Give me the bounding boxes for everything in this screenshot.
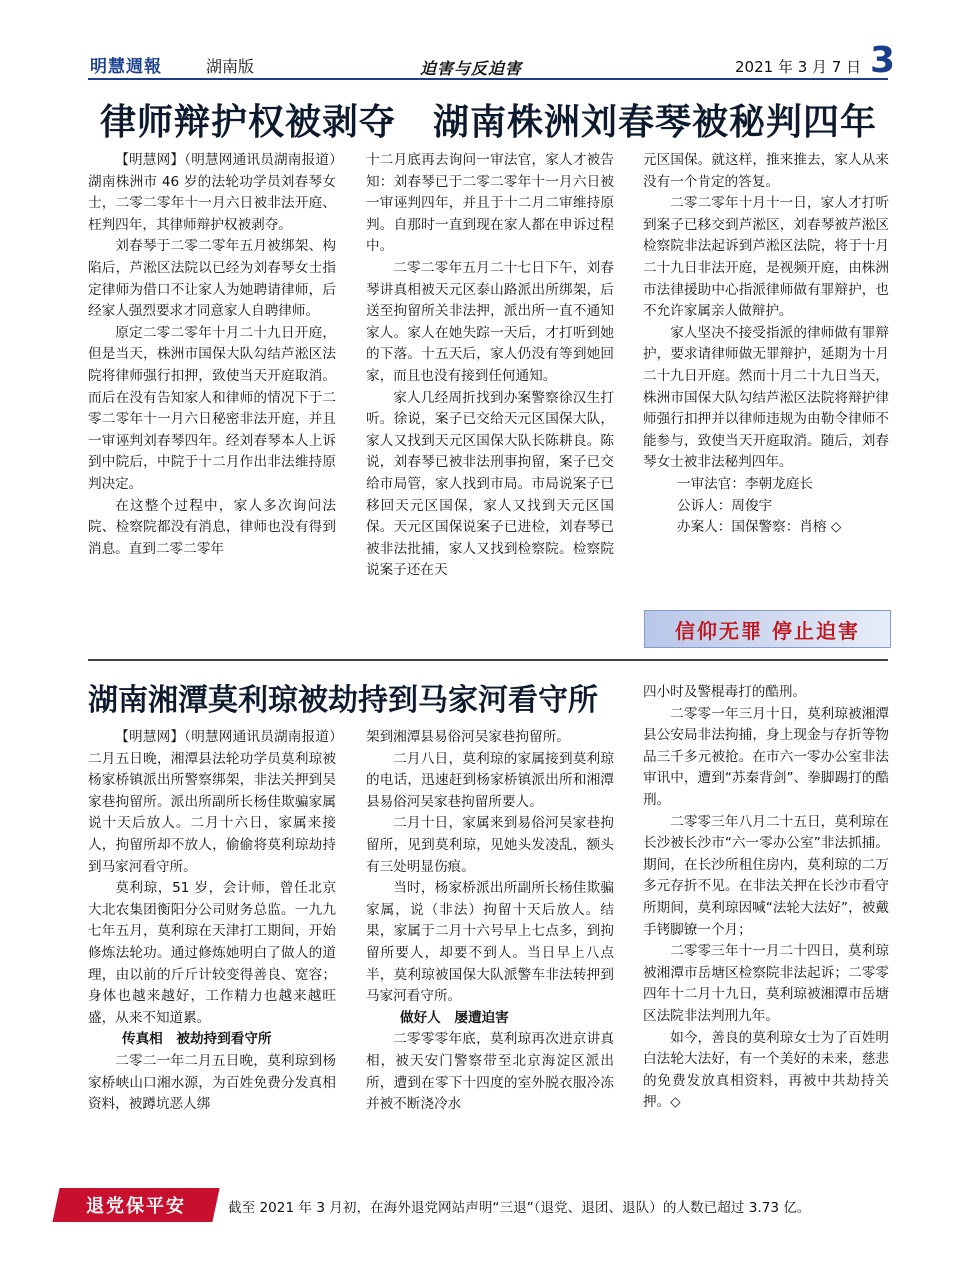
quit-party-banner-label: 退党保平安 bbox=[86, 1196, 186, 1217]
footer-notice: 截至 2021 年 3 月初，在海外退党网站声明“三退”（退党、退团、退队）的人数已超过 3.73 亿。 bbox=[228, 1200, 811, 1216]
paragraph: 当时，杨家桥派出所副所长杨佳欺骗家属，说（非法）拘留十天后放人。结果，家属于二月十六号早上七点多，到拘留所要人，却要不到人。当日早上八点半，莫利琼被国保大队派警车非法转押到马家河看守所。 bbox=[366, 880, 614, 1005]
section-divider bbox=[88, 659, 888, 661]
article2-column-3 bbox=[643, 682, 889, 1114]
paragraph: 二月十日，家属来到易俗河吴家巷拘留所，见到莫利琼，见她头发凌乱，额头有三处明显伤痕。 bbox=[366, 815, 614, 875]
paragraph: 如今，善良的莫利琼女士为了百姓明白法轮大法好，有一个美好的未来，慈悲的免费发放真相资料，再被中共劫持关押。◇ bbox=[643, 1029, 889, 1111]
paragraph: 在这整个过程中，家人多次询问法院、检察院都没有消息，律师也没有得到消息。直到二零二零年 bbox=[88, 497, 336, 557]
paragraph: 家人坚决不接受指派的律师做有罪辩护，要求请律师做无罪辩护，延期为十月二十九日开庭。然而十月二十九日当天，株洲市国保大队勾结芦淞区法院将辩护律师强行扣押并以律师违规为由勒令律师不能参与，致使当天开庭取消。随后，刘春琴女士被非法秘判四年。 bbox=[643, 324, 889, 471]
paragraph: 刘春琴于二零二零年五月被绑架、构陷后，芦淞区法院以已经为刘春琴女士指定律师为借口不让家人为她聘请律师，后经家人强烈要求才同意家人自聘律师。 bbox=[88, 238, 336, 320]
article1-column-3 bbox=[643, 150, 889, 539]
paragraph: 四小时及警棍毒打的酷刑。 bbox=[643, 684, 807, 700]
article1-column-1 bbox=[88, 150, 336, 560]
subheading: 传真相 被劫持到看守所 bbox=[122, 1031, 272, 1048]
header-rule bbox=[88, 78, 888, 80]
paragraph: 家人几经周折找到办案警察徐汉生打听。徐说，案子已交给天元区国保大队，家人又找到天元区国保大队长陈耕良。陈说，刘春琴已被非法刑事拘留，案子已交给市局管，家人找到市局。市局说案子已移回天元区国保，家人又找到天元区国保。天元区国保说案子已进检，刘春琴已被非法批捕，家人又找到检察院。检察院说案子还在天 bbox=[366, 389, 614, 579]
paragraph: 莫利琼，51 岁，会计师，曾任北京大北农集团衡阳分公司财务总监。一九九七年五月，莫利琼在天津打工期间，开始修炼法轮功。通过修炼她明白了做人的道理，由以前的斤斤计较变得善良、宽容；身体也越来越好，工作精力也越来越旺盛，从来不知道累。 bbox=[88, 880, 336, 1026]
paragraph: 二零零三年十一月二十四日，莫利琼被湘潭市岳塘区检察院非法起诉；二零零四年十二月十九日，莫利琼被湘潭市岳塘区法院非法判刑九年。 bbox=[643, 943, 889, 1024]
paragraph: 二零二零年十月十一日，家人才打听到案子已移交到芦淞区，刘春琴被芦淞区检察院非法起诉到芦淞区法院，将于十月二十九日非法开庭，是视频开庭，由株洲市法律援助中心指派律师做有罪辩护，也不允许家属亲人做辩护。 bbox=[643, 195, 889, 320]
section-title: 迫害与反迫害 bbox=[420, 59, 523, 78]
credit-prosecutor: 公诉人：周俊宇 bbox=[677, 497, 773, 514]
paragraph: 【明慧网】（明慧网通讯员湖南报道）二月五日晚，湘潭县法轮功学员莫利琼被杨家桥镇派出所警察绑架，非法关押到吴家巷拘留所。派出所副所长杨佳欺骗家属说十天后放人。二月十六日，家属来接人，拘留所却不放人，偷偷将莫利琼劫持到马家河看守所。 bbox=[88, 729, 336, 875]
subheading: 做好人 屡遭迫害 bbox=[400, 1009, 509, 1026]
paragraph: 元区国保。就这样，推来推去，家人从来没有一个肯定的答复。 bbox=[643, 152, 889, 190]
paragraph: 二零零一年三月十日，莫利琼被湘潭县公安局非法拘捕，身上现金与存折等物品三千多元被抢。在市六一零办公室非法审讯中，遭到“苏秦背剑”、拳脚踢打的酷刑。 bbox=[643, 705, 889, 808]
paragraph: 二零零三年八月二十五日，莫利琼在长沙被长沙市“六一零办公室”非法抓捕。期间，在长沙所租住房内，莫利琼的二万多元存折不见。在非法关押在长沙市看守所期间，莫利琼因喊“法轮大法好”，被戴手铐脚镣一个月； bbox=[643, 813, 889, 938]
article2-column-2 bbox=[366, 727, 614, 1116]
paragraph: 二零二零年五月二十七日下午，刘春琴讲真相被天元区泰山路派出所绑架，后送至拘留所关非法押，派出所一直不通知家人。家人在她失踪一天后，才打听到她的下落。十五天后，家人仍没有等到她回家，而且也没有接到任何通知。 bbox=[366, 259, 614, 384]
issue-date: 2021 年 3 月 7 日 bbox=[735, 58, 862, 76]
edition-label: 湖南版 bbox=[206, 57, 255, 76]
masthead: 明慧週報 bbox=[90, 57, 162, 77]
paragraph: 架到湘潭县易俗河吴家巷拘留所。 bbox=[366, 729, 570, 745]
article2-title: 湖南湘潭莫利琼被劫持到马家河看守所 bbox=[88, 683, 598, 718]
credit-judge: 一审法官：李朝龙庭长 bbox=[677, 475, 813, 492]
credit-officer: 办案人：国保警察：肖榕 ◇ bbox=[677, 519, 842, 536]
paragraph: 【明慧网】（明慧网通讯员湖南报道）湖南株洲市 46 岁的法轮功学员刘春琴女士，二零二零年十一月六日被非法开庭、枉判四年，其律师辩护权被剥夺。 bbox=[88, 152, 336, 233]
article2-column-1 bbox=[88, 727, 336, 1116]
faith-banner: 信仰无罪 停止迫害 bbox=[644, 610, 891, 648]
quit-party-banner bbox=[52, 1188, 219, 1222]
paragraph: 二零零零年底，莫利琼再次进京讲真相，被天安门警察带至北京海淀区派出所，遭到在零下十四度的室外脱衣服冷冻并被不断浇冷水 bbox=[366, 1031, 614, 1113]
paragraph: 二月八日，莫利琼的家属接到莫利琼的电话，迅速赶到杨家桥镇派出所和湘潭县易俗河吴家巷拘留所要人。 bbox=[366, 750, 614, 810]
paragraph: 十二月底再去询问一审法官，家人才被告知：刘春琴已于二零二零年十一月六日被一审诬判四年，并且于十二月二审维持原判。自那时一直到现在家人都在申诉过程中。 bbox=[366, 152, 614, 255]
article1-title: 律师辩护权被剥夺 湖南株洲刘春琴被秘判四年 bbox=[100, 102, 878, 143]
article1-column-2 bbox=[366, 150, 614, 582]
paragraph: 原定二零二零年十月二十九日开庭，但是当天，株洲市国保大队勾结芦淞区法院将律师强行扣押，致使当天开庭取消。而后在没有告知家人和律师的情况下于二零二零年十一月六日秘密非法开庭，并且一审诬判刘春琴四年。经刘春琴本人上诉到中院后，中院于十二月作出非法维持原判决定。 bbox=[88, 324, 336, 492]
paragraph: 二零二一年二月五日晚，莫利琼到杨家桥峡山口湘水源，为百姓免费分发真相资料，被蹲坑恶人绑 bbox=[88, 1052, 336, 1113]
page-number: 3 bbox=[870, 40, 896, 81]
